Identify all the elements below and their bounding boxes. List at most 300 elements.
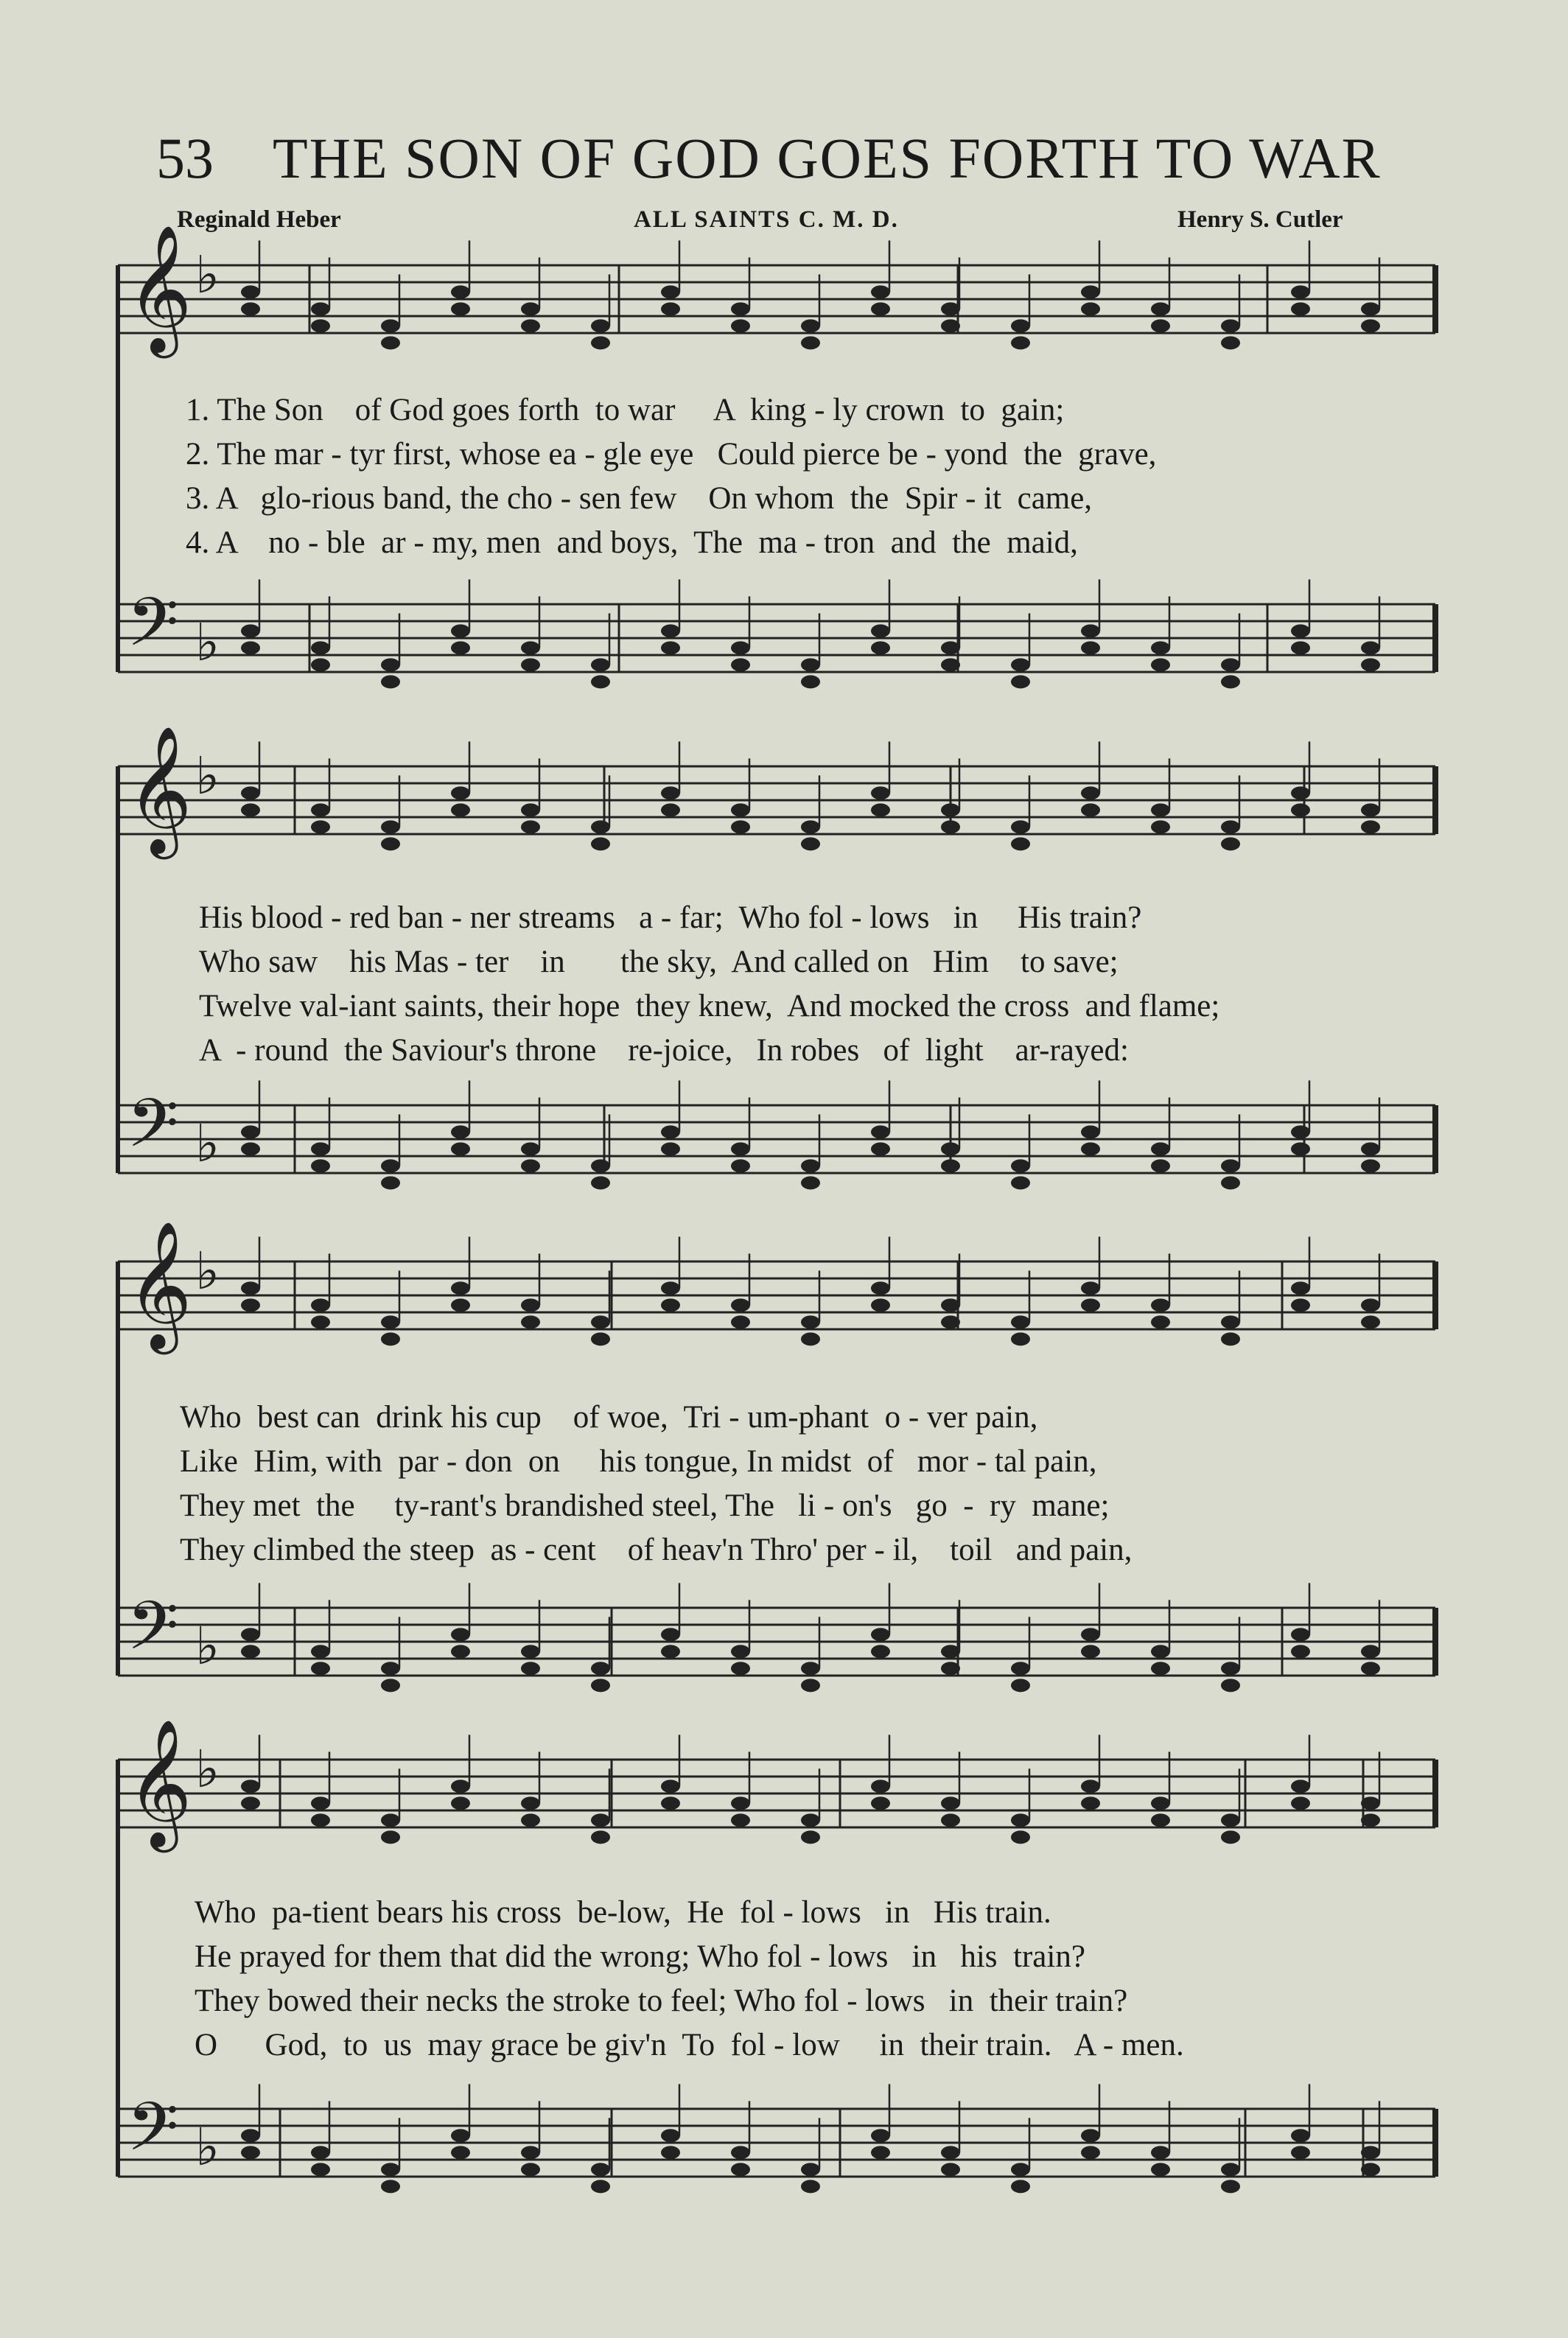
note-head: [941, 1142, 960, 1155]
note-head: [731, 1315, 750, 1329]
treble-clef-icon: 𝄞: [127, 224, 192, 353]
note-head: [1221, 336, 1240, 349]
note-head: [451, 285, 470, 298]
note-head: [1291, 803, 1310, 816]
note-head: [451, 1142, 470, 1155]
note-head: [1081, 1125, 1100, 1138]
note-head: [311, 1159, 330, 1172]
note-head: [871, 786, 890, 799]
note-head: [241, 1142, 260, 1155]
note-head: [941, 1813, 960, 1827]
note-head: [1361, 1662, 1380, 1675]
treble-clef-icon: 𝄞: [127, 725, 192, 854]
note-head: [311, 658, 330, 671]
note-head: [381, 336, 400, 349]
note-head: [941, 1662, 960, 1675]
note-head: [1081, 1645, 1100, 1658]
note-head: [1151, 319, 1170, 332]
note-head: [1081, 803, 1100, 816]
note-head: [1361, 2146, 1380, 2159]
note-head: [311, 2163, 330, 2176]
note-head: [941, 658, 960, 671]
note-head: [1361, 1813, 1380, 1827]
note-head: [241, 285, 260, 298]
note-head: [521, 1645, 540, 1658]
note-head: [1221, 319, 1240, 332]
lyric-line: Who best can drink his cup of woe, Tri - um-phant o - ver pain,: [180, 1400, 1038, 1435]
note-head: [591, 1176, 610, 1189]
note-head: [241, 1779, 260, 1793]
flat-icon: ♭: [195, 1240, 220, 1301]
note-head: [451, 1645, 470, 1658]
note-head: [311, 1796, 330, 1810]
note-head: [451, 2146, 470, 2159]
treble-clef-icon: 𝄞: [127, 1220, 192, 1349]
lyric-line: O God, to us may grace be giv'n To fol - low in their train. A - men.: [195, 2028, 1184, 2062]
note-head: [871, 285, 890, 298]
note-head: [1151, 1315, 1170, 1329]
note-head: [1151, 641, 1170, 654]
note-head: [591, 658, 610, 671]
note-head: [1361, 302, 1380, 315]
note-head: [1291, 2129, 1310, 2142]
note-head: [661, 641, 680, 654]
bass-clef-icon: 𝄢: [127, 2087, 179, 2183]
lyric-line: He prayed for them that did the wrong; Who fol - lows in his train?: [195, 1939, 1085, 1974]
note-head: [871, 1645, 890, 1658]
note-head: [311, 1298, 330, 1312]
note-head: [451, 641, 470, 654]
note-head: [731, 2163, 750, 2176]
note-head: [661, 803, 680, 816]
note-head: [661, 285, 680, 298]
note-head: [521, 658, 540, 671]
note-head: [311, 2146, 330, 2159]
note-head: [521, 1315, 540, 1329]
note-head: [1361, 319, 1380, 332]
note-head: [311, 1645, 330, 1658]
note-head: [241, 641, 260, 654]
note-head: [591, 820, 610, 833]
note-head: [1291, 624, 1310, 637]
note-head: [871, 1779, 890, 1793]
flat-icon: ♭: [195, 1738, 220, 1799]
note-head: [1151, 658, 1170, 671]
author: Reginald Heber: [177, 206, 341, 233]
note-head: [1011, 319, 1030, 332]
note-head: [381, 675, 400, 688]
note-head: [1291, 1298, 1310, 1312]
note-head: [381, 1332, 400, 1345]
note-head: [1081, 1628, 1100, 1641]
tune-name: ALL SAINTS C. M. D.: [634, 206, 899, 233]
note-head: [1361, 1142, 1380, 1155]
note-head: [1151, 1645, 1170, 1658]
note-head: [661, 624, 680, 637]
note-head: [1151, 1813, 1170, 1827]
note-head: [1011, 820, 1030, 833]
note-head: [731, 1159, 750, 1172]
note-head: [731, 1662, 750, 1675]
note-head: [311, 319, 330, 332]
note-head: [871, 302, 890, 315]
note-head: [591, 675, 610, 688]
lyric-line: 3. A glo-rious band, the cho - sen few On whom the Spir - it came,: [186, 481, 1093, 516]
note-head: [311, 302, 330, 315]
note-head: [801, 820, 820, 833]
note-head: [381, 1813, 400, 1827]
note-head: [451, 2129, 470, 2142]
note-head: [1361, 1645, 1380, 1658]
flat-icon: ♭: [195, 2116, 220, 2177]
note-head: [1081, 2146, 1100, 2159]
note-head: [521, 820, 540, 833]
note-head: [1361, 2163, 1380, 2176]
lyric-line: 2. The mar - tyr first, whose ea - gle eye Could pierce be - yond the grave,: [186, 437, 1157, 472]
note-head: [801, 1662, 820, 1675]
note-head: [731, 803, 750, 816]
note-head: [591, 336, 610, 349]
note-head: [661, 1281, 680, 1295]
note-head: [1221, 820, 1240, 833]
note-head: [521, 1796, 540, 1810]
note-head: [1011, 675, 1030, 688]
composer: Henry S. Cutler: [1177, 206, 1343, 233]
note-head: [591, 1813, 610, 1827]
note-head: [1011, 1662, 1030, 1675]
note-head: [1221, 1830, 1240, 1844]
note-head: [871, 641, 890, 654]
note-head: [451, 624, 470, 637]
note-head: [591, 319, 610, 332]
note-head: [591, 2163, 610, 2176]
note-head: [731, 1796, 750, 1810]
note-head: [311, 1142, 330, 1155]
note-head: [381, 1662, 400, 1675]
note-head: [941, 1315, 960, 1329]
flat-icon: ♭: [195, 244, 220, 305]
note-head: [1011, 336, 1030, 349]
note-head: [1011, 1830, 1030, 1844]
note-head: [941, 1298, 960, 1312]
note-head: [731, 2146, 750, 2159]
note-head: [521, 1142, 540, 1155]
lyric-line: Who saw his Mas - ter in the sky, And called on Him to save;: [199, 945, 1119, 979]
note-head: [941, 820, 960, 833]
note-head: [1361, 1298, 1380, 1312]
note-head: [381, 658, 400, 671]
note-head: [241, 1125, 260, 1138]
note-head: [241, 1645, 260, 1658]
note-head: [1151, 1159, 1170, 1172]
lyric-line: Twelve val-iant saints, their hope they knew, And mocked the cross and flame;: [199, 989, 1220, 1023]
note-head: [661, 1125, 680, 1138]
note-head: [801, 319, 820, 332]
note-head: [381, 319, 400, 332]
note-head: [661, 1779, 680, 1793]
note-head: [941, 319, 960, 332]
note-head: [1011, 1159, 1030, 1172]
note-head: [661, 1796, 680, 1810]
note-head: [451, 1628, 470, 1641]
note-head: [1081, 2129, 1100, 2142]
note-head: [1081, 1142, 1100, 1155]
note-head: [801, 1159, 820, 1172]
note-head: [731, 319, 750, 332]
note-head: [1011, 1813, 1030, 1827]
note-head: [731, 1142, 750, 1155]
note-head: [381, 820, 400, 833]
note-head: [521, 803, 540, 816]
note-head: [591, 1159, 610, 1172]
note-head: [661, 1628, 680, 1641]
note-head: [591, 1830, 610, 1844]
note-head: [1291, 285, 1310, 298]
note-head: [941, 641, 960, 654]
note-head: [381, 1315, 400, 1329]
note-head: [521, 1813, 540, 1827]
note-head: [1361, 820, 1380, 833]
note-head: [801, 1830, 820, 1844]
note-head: [1011, 837, 1030, 850]
note-head: [941, 803, 960, 816]
note-head: [661, 302, 680, 315]
lyric-line: Like Him, with par - don on his tongue, In midst of mor - tal pain,: [180, 1444, 1097, 1479]
note-head: [801, 1332, 820, 1345]
lyric-line: They climbed the steep as - cent of heav'n Thro' per - il, toil and pain,: [180, 1533, 1133, 1567]
note-head: [941, 302, 960, 315]
flat-icon: ♭: [195, 745, 220, 806]
note-head: [801, 1679, 820, 1692]
note-head: [1081, 1281, 1100, 1295]
note-head: [591, 2180, 610, 2193]
note-head: [241, 1628, 260, 1641]
note-head: [241, 1281, 260, 1295]
note-head: [241, 624, 260, 637]
note-head: [801, 336, 820, 349]
lyric-line: His blood - red ban - ner streams a - far; Who fol - lows in His train?: [199, 900, 1142, 935]
note-head: [241, 803, 260, 816]
note-head: [521, 2146, 540, 2159]
note-head: [1221, 2180, 1240, 2193]
note-head: [521, 1298, 540, 1312]
note-head: [521, 1159, 540, 1172]
bass-clef-icon: 𝄢: [127, 1586, 179, 1681]
note-head: [1221, 675, 1240, 688]
note-head: [871, 1796, 890, 1810]
note-head: [1291, 1142, 1310, 1155]
note-head: [1081, 624, 1100, 637]
note-head: [591, 1679, 610, 1692]
note-head: [801, 837, 820, 850]
note-head: [871, 1125, 890, 1138]
note-head: [1151, 1298, 1170, 1312]
note-head: [1151, 1142, 1170, 1155]
note-head: [1011, 1679, 1030, 1692]
lyric-line: 4. A no - ble ar - my, men and boys, The ma - tron and the maid,: [186, 525, 1078, 560]
note-head: [801, 1315, 820, 1329]
note-head: [311, 820, 330, 833]
note-head: [241, 786, 260, 799]
note-head: [591, 1662, 610, 1675]
lyric-line: They bowed their necks the stroke to feel; Who fol - lows in their train?: [195, 1984, 1128, 2018]
note-head: [381, 2180, 400, 2193]
note-head: [1011, 1315, 1030, 1329]
note-head: [451, 803, 470, 816]
note-head: [1221, 1813, 1240, 1827]
note-head: [1151, 1662, 1170, 1675]
bass-clef-icon: 𝄢: [127, 1084, 179, 1179]
note-head: [871, 624, 890, 637]
note-head: [871, 1628, 890, 1641]
note-head: [941, 1645, 960, 1658]
note-head: [241, 1796, 260, 1810]
note-head: [801, 2163, 820, 2176]
note-head: [941, 1796, 960, 1810]
lyric-line: 1. The Son of God goes forth to war A king - ly crown to gain;: [186, 393, 1065, 427]
bass-clef-icon: 𝄢: [127, 583, 179, 678]
note-head: [731, 641, 750, 654]
note-head: [941, 2146, 960, 2159]
note-head: [311, 1813, 330, 1827]
note-head: [1221, 2163, 1240, 2176]
note-head: [1291, 1281, 1310, 1295]
note-head: [1081, 641, 1100, 654]
note-head: [941, 1159, 960, 1172]
note-head: [1221, 837, 1240, 850]
note-head: [1151, 803, 1170, 816]
note-head: [1361, 1315, 1380, 1329]
note-head: [451, 1796, 470, 1810]
note-head: [311, 641, 330, 654]
note-head: [1081, 1298, 1100, 1312]
note-head: [381, 1159, 400, 1172]
note-head: [1361, 803, 1380, 816]
note-head: [1011, 2163, 1030, 2176]
note-head: [801, 658, 820, 671]
note-head: [661, 2146, 680, 2159]
note-head: [1291, 1645, 1310, 1658]
note-head: [871, 1281, 890, 1295]
flat-icon: ♭: [195, 612, 220, 673]
note-head: [871, 1142, 890, 1155]
note-head: [1011, 1176, 1030, 1189]
note-head: [381, 2163, 400, 2176]
hymn-number: 53: [156, 126, 214, 190]
note-head: [731, 1298, 750, 1312]
note-head: [1221, 1332, 1240, 1345]
note-head: [731, 1813, 750, 1827]
note-head: [1361, 1796, 1380, 1810]
note-head: [801, 675, 820, 688]
note-head: [661, 2129, 680, 2142]
note-head: [801, 2180, 820, 2193]
note-head: [1221, 1679, 1240, 1692]
note-head: [1151, 2163, 1170, 2176]
note-head: [1291, 1796, 1310, 1810]
note-head: [1291, 2146, 1310, 2159]
note-head: [451, 1298, 470, 1312]
note-head: [381, 1176, 400, 1189]
note-head: [521, 302, 540, 315]
note-head: [801, 1813, 820, 1827]
note-head: [311, 1662, 330, 1675]
note-head: [1291, 302, 1310, 315]
note-head: [591, 837, 610, 850]
lyric-line: They met the ty-rant's brandished steel, The li - on's go - ry mane;: [180, 1488, 1110, 1523]
lyric-line: Who pa-tient bears his cross be-low, He fol - lows in His train.: [195, 1895, 1051, 1930]
note-head: [241, 1298, 260, 1312]
note-head: [381, 837, 400, 850]
note-head: [1291, 1125, 1310, 1138]
note-head: [1081, 302, 1100, 315]
note-head: [661, 786, 680, 799]
note-head: [661, 1298, 680, 1312]
note-head: [731, 658, 750, 671]
note-head: [521, 2163, 540, 2176]
note-head: [1151, 1796, 1170, 1810]
note-head: [871, 2146, 890, 2159]
flat-icon: ♭: [195, 1615, 220, 1676]
hymn-title: THE SON OF GOD GOES FORTH TO WAR: [273, 126, 1382, 190]
note-head: [451, 1779, 470, 1793]
note-head: [1011, 658, 1030, 671]
flat-icon: ♭: [195, 1113, 220, 1174]
note-head: [661, 1645, 680, 1658]
note-head: [941, 2163, 960, 2176]
note-head: [591, 1332, 610, 1345]
note-head: [591, 1315, 610, 1329]
note-head: [521, 319, 540, 332]
note-head: [1291, 786, 1310, 799]
note-head: [381, 1830, 400, 1844]
note-head: [871, 2129, 890, 2142]
note-head: [731, 1645, 750, 1658]
note-head: [311, 803, 330, 816]
note-head: [1221, 1176, 1240, 1189]
note-head: [1221, 1159, 1240, 1172]
note-head: [451, 786, 470, 799]
note-head: [1361, 658, 1380, 671]
note-head: [1081, 1796, 1100, 1810]
note-head: [1081, 1779, 1100, 1793]
note-head: [731, 820, 750, 833]
note-head: [241, 302, 260, 315]
note-head: [871, 1298, 890, 1312]
note-head: [871, 803, 890, 816]
note-head: [1151, 820, 1170, 833]
note-head: [1221, 658, 1240, 671]
note-head: [241, 2129, 260, 2142]
note-head: [661, 1142, 680, 1155]
note-head: [1291, 1779, 1310, 1793]
note-head: [1221, 1315, 1240, 1329]
note-head: [731, 302, 750, 315]
note-head: [1291, 641, 1310, 654]
note-head: [1151, 302, 1170, 315]
note-head: [1361, 641, 1380, 654]
note-head: [381, 1679, 400, 1692]
note-head: [521, 641, 540, 654]
note-head: [1361, 1159, 1380, 1172]
lyric-line: A - round the Saviour's throne re-joice, In robes of light ar-rayed:: [199, 1033, 1129, 1068]
note-head: [801, 1176, 820, 1189]
note-head: [1221, 1662, 1240, 1675]
note-head: [1011, 2180, 1030, 2193]
note-head: [1081, 786, 1100, 799]
note-head: [1291, 1628, 1310, 1641]
treble-clef-icon: 𝄞: [127, 1718, 192, 1847]
